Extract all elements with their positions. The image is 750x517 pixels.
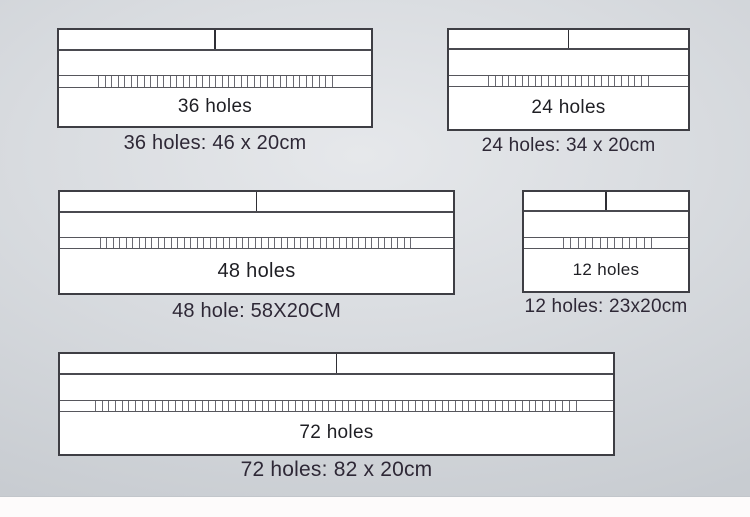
body-band bbox=[60, 213, 453, 238]
body-band bbox=[449, 50, 688, 76]
label-row bbox=[59, 88, 371, 126]
holes-label: 36 holes bbox=[177, 96, 253, 117]
organizer-outline-72 bbox=[58, 352, 615, 456]
size-caption: 48 hole: 58X20CM bbox=[172, 300, 341, 322]
body-band bbox=[524, 212, 688, 238]
label-row bbox=[524, 249, 688, 291]
body-band bbox=[60, 375, 613, 401]
body-band bbox=[59, 51, 371, 76]
lid-row bbox=[59, 30, 371, 51]
size-diagram-36-holes bbox=[57, 28, 373, 154]
lid-row bbox=[60, 354, 613, 375]
lid-divider-line bbox=[214, 30, 216, 49]
lid-divider-line bbox=[336, 354, 338, 373]
size-caption: 36 holes: 46 x 20cm bbox=[123, 132, 307, 154]
label-row bbox=[60, 412, 613, 454]
slot-ticks bbox=[95, 401, 577, 411]
lid-divider-line bbox=[256, 192, 258, 211]
size-caption: 24 holes: 34 x 20cm bbox=[481, 135, 656, 156]
slot-row bbox=[59, 76, 371, 88]
slot-row bbox=[60, 238, 453, 249]
size-diagram-12-holes bbox=[522, 190, 690, 317]
holes-label: 48 holes bbox=[217, 259, 296, 282]
slot-row bbox=[524, 238, 688, 249]
holes-label: 72 holes bbox=[299, 422, 374, 443]
size-caption: 12 holes: 23x20cm bbox=[524, 296, 688, 317]
size-caption: 72 holes: 82 x 20cm bbox=[240, 458, 433, 481]
lid-row bbox=[524, 192, 688, 212]
organizer-outline-36 bbox=[57, 28, 373, 128]
slot-row bbox=[449, 76, 688, 87]
label-row bbox=[449, 87, 688, 129]
lid-row bbox=[449, 30, 688, 50]
label-row bbox=[60, 249, 453, 293]
slot-ticks bbox=[488, 76, 648, 86]
size-diagram-48-holes bbox=[58, 190, 455, 322]
lid-row bbox=[60, 192, 453, 213]
size-diagram-72-holes bbox=[58, 352, 615, 481]
slot-ticks bbox=[563, 238, 652, 248]
organizer-outline-24 bbox=[447, 28, 690, 131]
lid-divider-line bbox=[568, 30, 570, 48]
bottom-white-strip bbox=[0, 496, 750, 517]
size-diagram-24-holes bbox=[447, 28, 690, 156]
organizer-outline-48 bbox=[58, 190, 455, 295]
slot-row bbox=[60, 401, 613, 412]
holes-label: 12 holes bbox=[572, 260, 640, 279]
organizer-outline-12 bbox=[522, 190, 690, 293]
slot-ticks bbox=[100, 238, 412, 248]
holes-label: 24 holes bbox=[531, 97, 606, 118]
slot-ticks bbox=[98, 76, 332, 87]
lid-divider-line bbox=[605, 192, 607, 210]
